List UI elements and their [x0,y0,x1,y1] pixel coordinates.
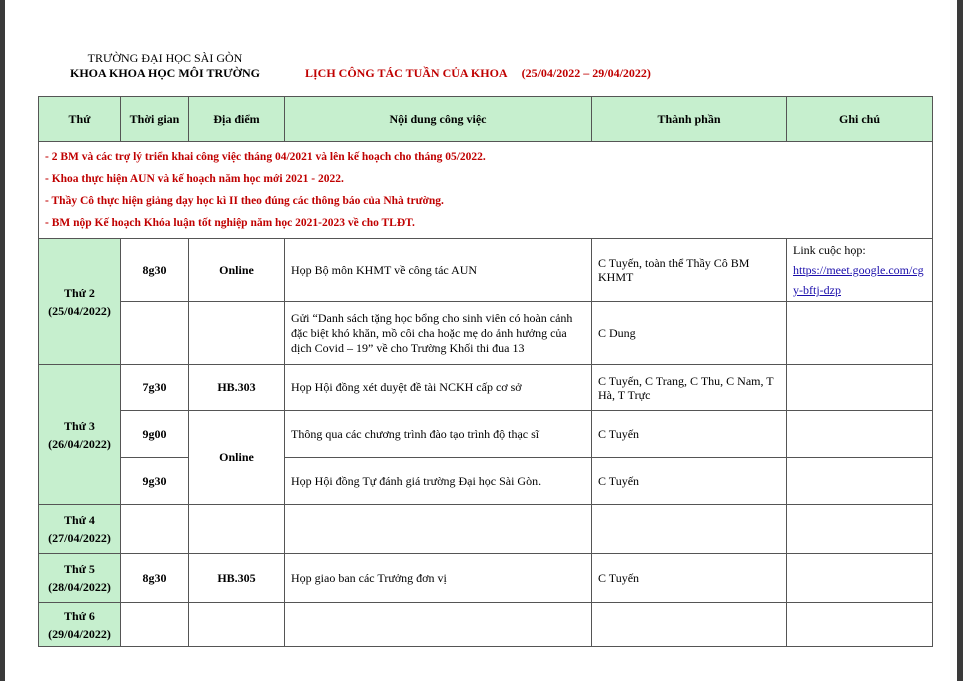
university-name: TRƯỜNG ĐẠI HỌC SÀI GÒN [87,51,243,65]
location-cell: Online [189,239,285,302]
notes-cell [787,603,933,647]
table-row [39,239,933,302]
location-cell [189,603,285,647]
meeting-link[interactable]: https://meet.google.com/cgy-bftj-dzp [793,263,924,297]
location-cell: Online [189,411,285,505]
document-page [5,0,957,681]
time-cell [121,505,189,554]
participants-cell: C Tuyến [592,411,787,458]
day-cell-friday [39,603,121,647]
table-header-row [39,97,933,142]
notes-cell [787,239,933,302]
table-row [39,505,933,554]
location-cell [189,505,285,554]
notes-cell [787,554,933,603]
table-row [39,458,933,505]
time-cell: 8g30 [121,554,189,603]
table-row [39,603,933,647]
table-row [39,365,933,411]
time-cell: 8g30 [121,239,189,302]
day-date: (25/04/2022) [48,303,111,318]
notes-cell [787,302,933,365]
col-header-content: Nội dung công việc [285,97,592,142]
col-header-time: Thời gian [121,97,189,142]
day-date: (27/04/2022) [48,531,111,545]
time-cell: 9g00 [121,411,189,458]
day-name: Thứ 4 [64,513,95,527]
announcement-item: - Thầy Cô thực hiện giảng dạy học kì II theo đúng các thông báo của Nhà trường. [45,195,444,207]
content-cell: Họp Hội đồng xét duyệt đề tài NCKH cấp cơ sở [285,365,592,411]
col-header-day: Thứ [39,97,121,142]
content-cell [285,505,592,554]
content-cell: Thông qua các chương trình đào tạo trình độ thạc sĩ [285,411,592,458]
col-header-notes: Ghi chú [787,97,933,142]
notes-cell [787,411,933,458]
notes-cell [787,505,933,554]
date-range: (25/04/2022 – 29/04/2022) [521,66,651,80]
content-cell: Họp giao ban các Trưởng đơn vị [285,554,592,603]
day-date: (28/04/2022) [48,580,111,594]
content-cell: Họp Hội đồng Tự đánh giá trường Đại học Sài Gòn. [285,458,592,505]
meeting-link-label: Link cuộc họp: [793,243,866,257]
faculty-name: KHOA KHOA HỌC MÔI TRƯỜNG [69,66,260,80]
col-header-participants: Thành phần [592,97,787,142]
time-cell: 9g30 [121,458,189,505]
content-cell [285,603,592,647]
announcement-item: - BM nộp Kế hoạch Khóa luận tốt nghiệp năm học 2021-2023 về cho TLĐT. [45,217,415,229]
day-date: (26/04/2022) [48,436,111,451]
day-cell-wednesday [39,505,121,554]
participants-cell: C Tuyến [592,554,787,603]
participants-cell: C Tuyến, toàn thể Thầy Cô BM KHMT [592,239,787,302]
announcement-item: - 2 BM và các trợ lý triển khai công việc tháng 04/2021 và lên kế hoạch cho tháng 05/2022. [45,151,486,163]
col-header-location: Địa điểm [189,97,285,142]
table-row [39,302,933,365]
header-left [45,51,285,81]
day-cell-thursday [39,554,121,603]
announcements-row [39,142,933,239]
location-cell: HB.303 [189,365,285,411]
notes-cell [787,458,933,505]
participants-cell [592,603,787,647]
day-name: Thứ 2 [64,285,95,300]
day-date: (29/04/2022) [48,626,111,641]
schedule-table [38,96,933,647]
day-cell-monday [39,239,121,365]
location-cell [189,302,285,365]
time-cell: 7g30 [121,365,189,411]
location-cell: HB.305 [189,554,285,603]
announcement-item: - Khoa thực hiện AUN và kế hoạch năm học mới 2021 - 2022. [45,173,344,185]
table-row [39,554,933,603]
schedule-title: LỊCH CÔNG TÁC TUẦN CỦA KHOA [305,66,508,80]
content-cell: Họp Bộ môn KHMT về công tác AUN [285,239,592,302]
announcements-cell [39,142,933,239]
participants-cell: C Tuyến [592,458,787,505]
day-name: Thứ 5 [64,562,95,576]
day-name: Thứ 3 [64,418,95,433]
page-title [305,66,651,81]
day-name: Thứ 6 [64,608,95,623]
content-cell: Gửi “Danh sách tặng học bổng cho sinh viên có hoàn cảnh đặc biệt khó khăn, mồ côi cha hoặc mẹ do ảnh hưởng của dịch Covid – 19” về cho Trường Khối thi đua 13 [285,302,592,365]
time-cell [121,302,189,365]
notes-cell [787,365,933,411]
participants-cell: C Tuyến, C Trang, C Thu, C Nam, T Hà, T Trực [592,365,787,411]
table-row [39,411,933,458]
time-cell [121,603,189,647]
day-cell-tuesday [39,365,121,505]
participants-cell [592,505,787,554]
participants-cell: C Dung [592,302,787,365]
